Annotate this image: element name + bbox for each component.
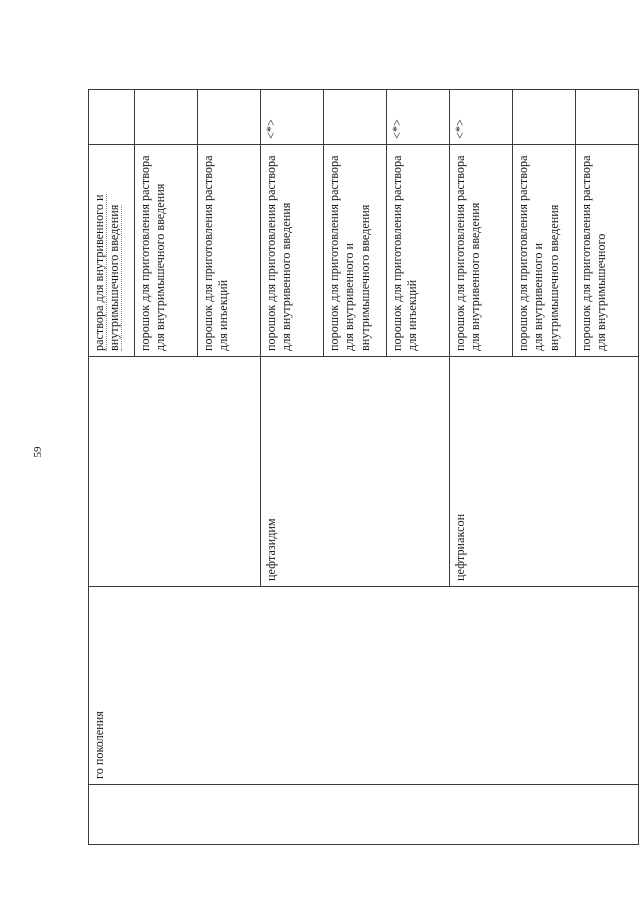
dosage-form: порошок для приготовления раствора для внутривенного и внутримышечного введения xyxy=(327,155,372,351)
dosage-form: порошок для приготовления раствора для внутривенного и внутримышечного введения xyxy=(516,155,561,351)
table-row xyxy=(89,90,135,845)
dosage-form: порошок для приготовления раствора для инъекций xyxy=(201,155,231,351)
dosage-form-cell xyxy=(576,145,639,357)
code-cell xyxy=(89,785,639,845)
group-label: го поколения xyxy=(92,711,106,779)
dosage-form-cell xyxy=(89,145,135,357)
note-cell xyxy=(324,90,387,145)
note-mark: <*> xyxy=(453,119,467,139)
dosage-form: порошок для приготовления раствора для внутримышечного введения xyxy=(138,155,168,351)
drug-name: цефтазидим xyxy=(264,518,278,581)
note-cell xyxy=(135,90,198,145)
dosage-form-cell xyxy=(450,145,513,357)
note-cell xyxy=(450,90,513,145)
drug-name: цефтриаксон xyxy=(453,513,467,581)
note-cell xyxy=(89,90,135,145)
note-mark: <*> xyxy=(390,119,404,139)
dosage-form: раствора для внутривенного и внутримышечного введения xyxy=(92,194,122,351)
note-mark: <*> xyxy=(264,119,278,139)
dosage-form-cell xyxy=(261,145,324,357)
dosage-form: порошок для приготовления раствора для внутривенного введения xyxy=(453,155,483,351)
page-number: 59 xyxy=(32,446,44,458)
note-cell xyxy=(576,90,639,145)
note-cell xyxy=(387,90,450,145)
dosage-form: порошок для приготовления раствора для внутримышечного xyxy=(579,155,609,351)
drug-name-cell xyxy=(450,357,639,587)
group-cell xyxy=(89,587,639,785)
note-cell xyxy=(261,90,324,145)
dosage-form-cell xyxy=(387,145,450,357)
dosage-form-cell xyxy=(324,145,387,357)
drug-name-cell xyxy=(89,357,261,587)
rotated-table-container xyxy=(88,90,609,845)
dosage-form-cell xyxy=(135,145,198,357)
drug-table xyxy=(88,89,639,845)
dosage-form: порошок для приготовления раствора для внутривенного введения xyxy=(264,155,294,351)
drug-name-cell xyxy=(261,357,450,587)
dosage-form: порошок для приготовления раствора для инъекций xyxy=(390,155,420,351)
dosage-form-cell xyxy=(198,145,261,357)
note-cell xyxy=(513,90,576,145)
note-cell xyxy=(198,90,261,145)
dosage-form-cell xyxy=(513,145,576,357)
